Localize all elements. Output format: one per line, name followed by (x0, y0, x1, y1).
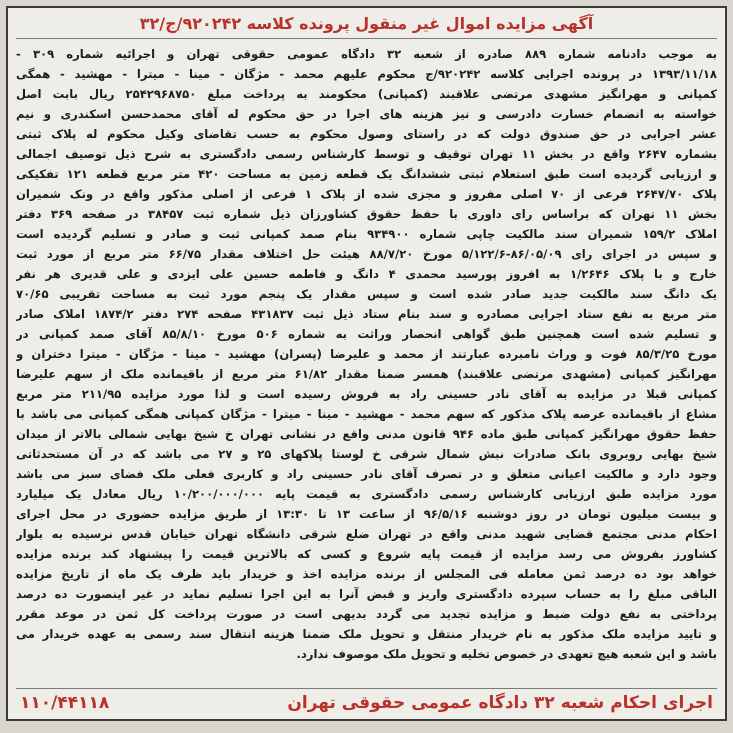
notice-line: باشد و این شعبه هیچ تعهدی در خصوص تخلیه و تحویل ملک موصوف ندارد. (296, 647, 717, 661)
notice-line: الباقی مبلغ را به حساب سپرده دادگستری واریز و قبض آنرا به این اجرا تسلیم نماید در غیر اینصورت ده درصد (16, 587, 717, 601)
notice-line: و تایید مزایده ملک مذکور به نام خریدار منتقل و تحویل ملک ضمنا هزینه انتقال سند رسمی به عهده خریدار می (16, 627, 717, 641)
title-divider (16, 38, 717, 39)
notice-line: حفظ حقوق مهرانگیز کمپانی طبق ماده ۹۴۶ قانون مدنی واقع در نشانی تهران خ شیخ بهایی شمالی بالاتر از میدان (16, 427, 717, 441)
notice-line: خارج و با پلاک ۱/۲۶۴۶ به افروز پورسید محمدی ۴ دانگ و فاطمه حسین علی ایزدی و علی قدیری هر نفر (16, 267, 717, 281)
notice-line: و تسلیم شده است همچنین طبق گواهی انحصار وراثت به شماره ۵۰۶ مورخ ۸۵/۸/۱۰ آقای صمد کمپانی در (16, 327, 717, 341)
notice-line: و بیست میلیون تومان در روز دوشنبه ۹۶/۵/۱۶ از ساعت ۱۳ تا ۱۳:۳۰ از طریق مزایده حضوری در محل اجرای (16, 507, 717, 521)
notice-line: کمپانی قبلا در مزایده به آقای نادر حسینی راد به فروش رسیده است و لذا مورد مزایده ۲۱۱/۹۵ متر مربع (16, 387, 717, 401)
notice-line: خواسته به انضمام خسارت دادرسی و نیز هزینه های اجرا در حق محکوم له آقای محمدحسن اسکندری و نیم (16, 107, 717, 121)
ad-number: ۱۱۰/۴۴۱۱۸ (20, 693, 110, 713)
notice-line: ۱۳۹۳/۱۱/۱۸ در پرونده اجرایی کلاسه ۹۲۰۲۴۲/ج محکوم علیهم محمد - مژگان - مینا - میترا - مهشید - همگی (16, 67, 717, 81)
notice-line: به موجب دادنامه شماره ۸۸۹ صادره از شعبه ۳۲ دادگاه عمومی حقوقی تهران و اجرائیه شماره ۳۰۹ - (16, 47, 717, 61)
notice-footer (20, 691, 713, 715)
notice-line: مشاع از باقیمانده عرصه پلاک مذکور که سهم محمد - مهشید - مینا - میترا - مژگان کمپانی همگی کمپانی می باشد با (16, 407, 717, 421)
signature: اجرای احکام شعبه ۳۲ دادگاه عمومی حقوقی تهران (287, 693, 713, 713)
notice-line: بخش ۱۱ تهران که براساس رای داوری با حفظ حقوق کشاورزان ذیل شماره ثبت ۳۸۴۵۷ در صفحه ۳۶۹ دفتر (16, 207, 717, 221)
notice-line: املاک ۱۵۹/۲ شمیران سند مالکیت چاپی شماره ۹۳۴۹۰۰ بنام صمد کمپانی ثبت و صادر و تسلیم گردیده است (16, 227, 717, 241)
notice-line: یک دانگ سند مالکیت جدید صادر شده است و سپس مقدار یک پنجم مورد ثبت به مساحت تقریبی ۷۰/۶۵ (16, 287, 717, 301)
notice-line: و سپس در اجرای رای ۸۶/۰۵/۰۹-۵/۱۲۲/۶ مورخ ۸۸/۷/۲۰ هیئت حل اختلاف مقدار ۶۶/۷۵ متر مربع از مورد ثبت (16, 247, 717, 261)
notice-title: آگهی مزایده اموال غیر منقول پرونده کلاسه ۹۲۰۲۴۲/ج/۳۲ (139, 14, 594, 33)
notice-line: شیخ بهایی روبروی بانک صادرات نبش شمال شرقی خ لوستا پلاکهای ۲۵ و ۲۷ می باشد که در آن مستحدثاتی (16, 447, 717, 461)
footer-divider (16, 688, 717, 689)
notice-line: کشاورز بفروش می رسد مزایده از قیمت پایه شروع و کسی که بالاترین قیمت را پیشنهاد کند برنده مزایده (16, 547, 717, 561)
notice-body (16, 44, 717, 664)
notice-line: کمپانی و مهرانگیز مشهدی مرتضی علاقبند (کمپانی) محکومند به پرداخت مبلغ ۲۵۴۲۹۶۸۷۵۰ ریال بابت اصل (16, 87, 717, 101)
notice-line: پلاک ۲۶۴۷/۷۰ فرعی از ۷۰ اصلی مفروز و مجزی شده از پلاک ۱ فرعی از اصلی مذکور واقع در ونک شمیران (16, 187, 717, 201)
notice-line: عشر اجرایی در حق صندوق دولت که در راستای وصول محکوم به حسب تقاضای وکیل محکوم له پلاک ثبتی (16, 127, 717, 141)
notice-line: متر مربع به نفع ستاد اجرایی مصادره و سند بنام ستاد ذیل ثبت ۴۳۱۸۳۷ صفحه ۲۷۴ دفتر ۱۸۷۴/۲ املاک صادر (16, 307, 717, 321)
notice-line: احکام مدنی مجتمع قضایی شهید مدنی واقع در تهران ضلع شرقی دانشگاه تهران خیابان قدس نرسیده به بلوار (16, 527, 717, 541)
notice-line: و ارزیابی گردیده است طبق استعلام ثبتی ششدانگ یک قطعه زمین به مساحت ۴۲۰ متر مربع قطعه ۱۲۱ تفکیکی (16, 167, 717, 181)
notice-line: مهرانگیز کمپانی (مشهدی مرتضی علاقبند) همسر ضمنا مقدار ۶۱/۸۲ متر مربع از باقیمانده ملک از سهم علیرضا (16, 367, 717, 381)
notice-line: خواهد بود ده درصد ثمن معامله فی المجلس از برنده مزایده اخذ و خریدار باید ظرف یک ماه از تاریخ مزایده (16, 567, 717, 581)
notice-line: بشماره ۲۶۴۷ واقع در بخش ۱۱ تهران توقیف و توسط کارشناس رسمی دادگستری به شرح ذیل توصیف اجمالی (16, 147, 717, 161)
newspaper-notice (6, 6, 727, 721)
notice-line: مورد مزایده طبق ارزیابی کارشناس رسمی دادگستری به قیمت پایه ۱۰/۲۰۰/۰۰۰/۰۰۰ ریال معادل یک میلیارد (16, 487, 717, 501)
notice-line: وجود دارد و مالکیت اعیانی متعلق و در تصرف آقای نادر حسینی راد و کاربری فعلی ملک فضای سبز می باشد (16, 467, 717, 481)
notice-line: پرداختی به نفع دولت ضبط و مزایده تجدید می گردد بدیهی است در صورت پرداخت کل ثمن در موعد مقرر (16, 607, 717, 621)
notice-line: مورخ ۸۵/۳/۲۵ فوت و وراث نامبرده عبارتند از محمد و علیرضا (پسران) مهشید - مینا - مژگان - میترا دختران و (16, 347, 717, 361)
